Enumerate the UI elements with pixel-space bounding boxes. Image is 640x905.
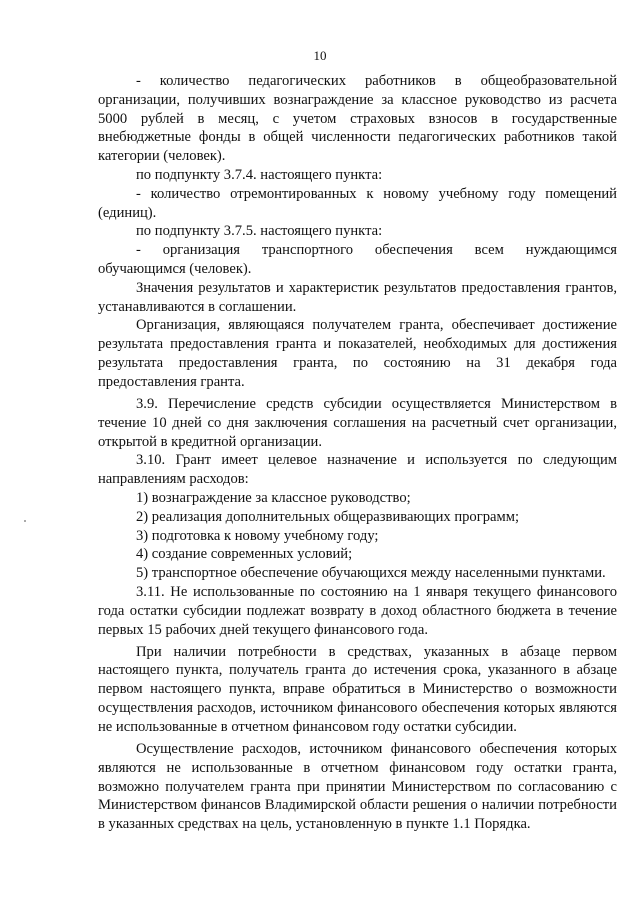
paragraph-indicator-transport: - организация транспортного обеспечения всем нуждающимся обучающимся (человек). xyxy=(98,242,617,277)
paragraph-subitem-3-7-4: по подпункту 3.7.4. настоящего пункта: xyxy=(136,166,383,183)
document-body xyxy=(98,72,617,834)
paragraph-clause-3-11: 3.11. Не использованные по состоянию на 1 января текущего финансового года остатки субсидии подлежат возврату в доход областного бюджета в течение первых 15 рабочих дней текущего финансового года. xyxy=(98,583,617,638)
paragraph-expenses-decision: Осуществление расходов, источником финансового обеспечения которых являются не использованные в отчетном финансовом году остатки гранта, возможно получателем гранта при принятии Министерством по согласованию с Министерством финансов Владимирской области решения о наличии потребности в указанных средствах на цель, установленную в пункте 1.1 Порядка. xyxy=(98,741,617,833)
paragraph-clause-3-10: 3.10. Грант имеет целевое назначение и используется по следующим направлениям расходов: xyxy=(98,452,617,488)
paragraph-results-values: Значения результатов и характеристик результатов предоставления грантов, устанавливаются в соглашении. xyxy=(98,279,617,315)
list-item-expense-2: 2) реализация дополнительных общеразвивающих программ; xyxy=(136,508,520,525)
paragraph-indicator-teachers-award: - количество педагогических работников в общеобразовательной организации, получивших вознаграждение за классное руководство из расчета 5000 рублей в месяц, с учетом страховых взносов в государственные внебюджетные фонды в общей численности педагогических работников такой категории (человек). xyxy=(98,73,617,165)
paragraph-clause-3-9: 3.9. Перечисление средств субсидии осуществляется Министерством в течение 10 дней со дня заключения соглашения на расчетный счет организации, открытой в кредитной организации. xyxy=(98,395,617,450)
scan-artifact xyxy=(24,520,26,522)
list-item-expense-1: 1) вознаграждение за классное руководство; xyxy=(136,489,411,506)
paragraph-results-achievement: Организация, являющаяся получателем гранта, обеспечивает достижение результата предоставления гранта и показателей, необходимых для достижения результата предоставления гранта, по состоянию на 31 декабря года предоставления гранта. xyxy=(98,317,617,390)
list-item-expense-3: 3) подготовка к новому учебному году; xyxy=(136,527,379,544)
paragraph-indicator-renovated-rooms: - количество отремонтированных к новому учебному году помещений (единиц). xyxy=(98,185,617,221)
list-item-expense-5: 5) транспортное обеспечение обучающихся между населенными пунктами. xyxy=(136,565,606,582)
paragraph-subitem-3-7-5: по подпункту 3.7.5. настоящего пункта: xyxy=(136,223,383,240)
list-item-expense-4: 4) создание современных условий; xyxy=(136,546,353,563)
paragraph-funds-need: При наличии потребности в средствах, указанных в абзаце первом настоящего пункта, получатель гранта до истечения срока, указанного в абзаце первом настоящего пункта, вправе обратиться в Министерство о возможности осуществления расходов, источником финансового обеспечения которых являются не использованные в отчетном финансовом году остатки субсидии. xyxy=(98,643,617,735)
page-number: 10 xyxy=(313,48,327,63)
